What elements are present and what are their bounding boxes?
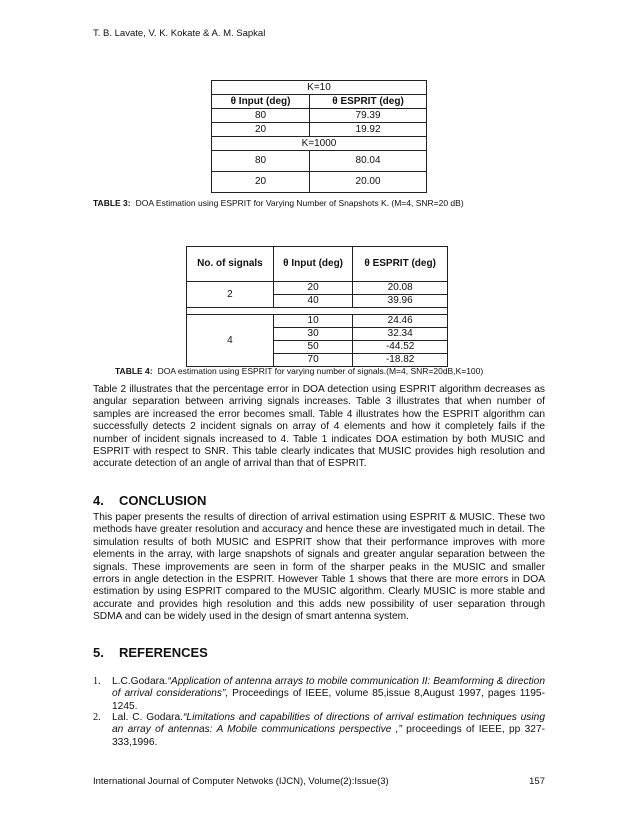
reference-authors: Lal. C. Godara. <box>112 712 184 723</box>
table3-header-esprit: θ ESPRIT (deg) <box>310 95 427 109</box>
table3-cell: 80.04 <box>310 151 427 172</box>
table4-cell: 39.96 <box>353 295 448 308</box>
table3-caption-text: DOA Estimation using ESPRIT for Varying Number of Snapshots K. (M=4, SNR=20 dB) <box>135 198 464 208</box>
table-4 <box>186 246 448 367</box>
table-row <box>212 123 427 137</box>
table4-cell: 30 <box>273 328 352 341</box>
table-3 <box>211 80 427 193</box>
reference-number: 1. <box>93 676 101 687</box>
section-title: CONCLUSION <box>119 493 207 508</box>
table-row <box>187 315 448 328</box>
table4-cell: 50 <box>273 341 352 354</box>
table4-signals-2: 2 <box>187 282 274 308</box>
table-row <box>212 151 427 172</box>
reference-title: “Limitations and capabilities of directions of arrival estimation techniques using an array of antennas: A Mobile communications perspective ,” <box>112 712 545 736</box>
page-footer <box>93 776 545 787</box>
table3-caption <box>93 198 464 208</box>
table3-caption-label: TABLE 3: <box>93 198 131 208</box>
table4-cell: 70 <box>273 354 352 367</box>
table4-header-signals: No. of signals <box>187 247 274 282</box>
reference-item <box>93 676 545 713</box>
running-header: T. B. Lavate, V. K. Kokate & A. M. Sapkal <box>93 28 266 39</box>
footer-journal: International Journal of Computer Netwoks (IJCN), Volume(2):Issue(3) <box>93 776 389 787</box>
table3-group-k10: K=10 <box>212 81 427 95</box>
table4-cell: 40 <box>273 295 352 308</box>
reference-details: proceedings of IEEE, pp 327-333,1996. <box>112 724 546 748</box>
table-row <box>212 172 427 193</box>
table4-cell: 20.08 <box>353 282 448 295</box>
table4-caption-label: TABLE 4: <box>115 366 153 376</box>
table-row <box>187 282 448 295</box>
table3-cell: 19.92 <box>310 123 427 137</box>
reference-number: 2. <box>93 712 101 723</box>
table4-caption <box>115 366 483 376</box>
table3-cell: 20.00 <box>310 172 427 193</box>
table3-group-k1000: K=1000 <box>212 137 427 151</box>
table4-cell: 24.46 <box>353 315 448 328</box>
table4-header-input: θ Input (deg) <box>273 247 352 282</box>
table3-cell: 20 <box>212 172 310 193</box>
conclusion-paragraph: This paper presents the results of direction of arrival estimation using ESPRIT & MUSIC. These two methods have greater resolution and accuracy and hence these are investigated much in detail. The simulation results of both MUSIC and ESPRIT show that their performance improves with more elements in the array, with large snapshots of signals and greater angular separation between the signals. These improvements are seen in form of the sharper peaks in the MUSIC and smaller errors in angle detection in the ESPRIT. However Table 1 shows that there are more errors in DOA estimation by using ESPRIT compared to the MUSIC algorithm. Clearly MUSIC is more stable and accurate and provides high resolution and this adds new possibility of user separation through SDMA and can be widely used in the design of smart antenna system. <box>93 512 545 623</box>
reference-authors: L.C.Godara. <box>112 676 168 687</box>
table4-header-esprit: θ ESPRIT (deg) <box>353 247 448 282</box>
section-heading-references <box>93 645 208 660</box>
table3-cell: 80 <box>212 151 310 172</box>
table4-cell: 10 <box>273 315 352 328</box>
discussion-paragraph: Table 2 illustrates that the percentage error in DOA detection using ESPRIT algorithm decreases as angular separation between arriving signals increases. Table 3 illustrates that when number of samples are increased the error becomes small. Table 4 illustrates how the ESPRIT algorithm can successfully detects 2 incident signals on array of 4 elements and how it completely fails if the number of incident signals increased to 4. Table 1 indicates DOA estimation by both MUSIC and ESPRIT with respect to SNR. This table clearly indicates that MUSIC provides high resolution and accurate detection of an angle of arrival than that of ESPRIT. <box>93 384 545 470</box>
section-number: 5. <box>93 645 104 660</box>
section-title: REFERENCES <box>119 645 208 660</box>
reference-item <box>93 712 545 749</box>
table-row <box>212 109 427 123</box>
table4-cell: 32.34 <box>353 328 448 341</box>
page-number: 157 <box>529 776 545 787</box>
table3-cell: 20 <box>212 123 310 137</box>
table4-cell: -44.52 <box>353 341 448 354</box>
table3-cell: 80 <box>212 109 310 123</box>
reference-details: Proceedings of IEEE, volume 85,issue 8,August 1997, pages 1195-1245. <box>112 688 545 712</box>
reference-title: “Application of antenna arrays to mobile communication II: Beamforming & direction of arrival considerations”, <box>112 676 545 700</box>
section-number: 4. <box>93 493 104 508</box>
table4-signals-4: 4 <box>187 315 274 367</box>
table4-caption-text: DOA estimation using ESPRIT for varying number of signals.(M=4, SNR=20dB,K=100) <box>157 366 484 376</box>
table3-header-input: θ Input (deg) <box>212 95 310 109</box>
table4-cell: -18.82 <box>353 354 448 367</box>
section-heading-conclusion <box>93 493 206 508</box>
table4-cell: 20 <box>273 282 352 295</box>
table3-cell: 79.39 <box>310 109 427 123</box>
